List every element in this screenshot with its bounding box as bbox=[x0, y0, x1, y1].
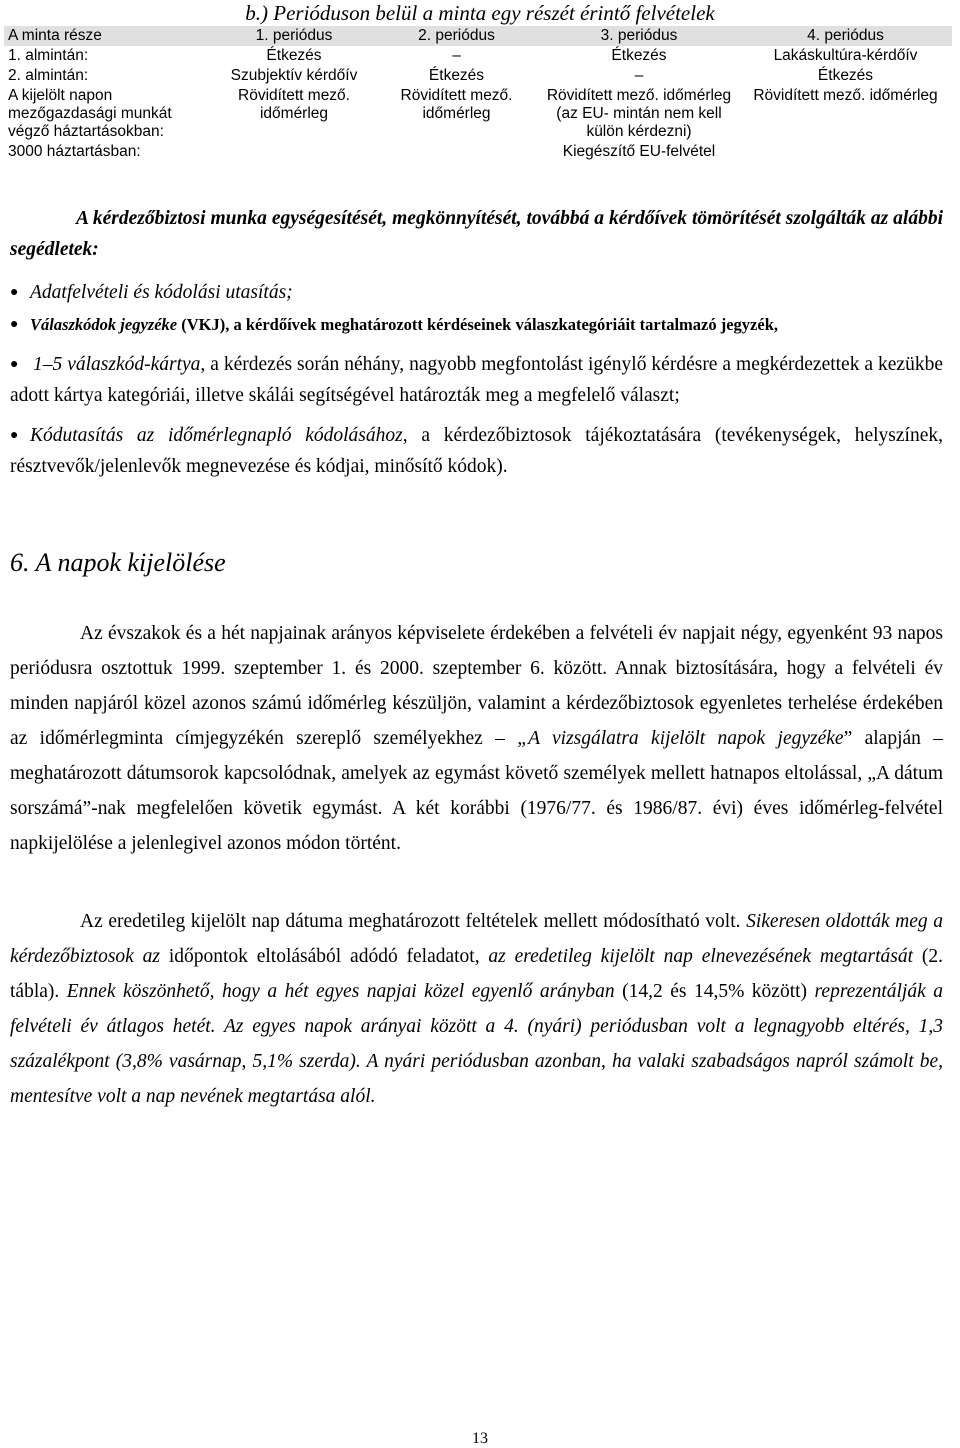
intro-block bbox=[10, 203, 943, 265]
list-item bbox=[10, 349, 943, 411]
list-item-term: 1–5 válaszkód-kártya, bbox=[33, 354, 206, 375]
paragraph-text: időpontok eltolásából adódó feladatot, bbox=[160, 946, 480, 967]
paragraph-emphasis: „A vizsgálatra kijelölt napok jegyzéke bbox=[517, 728, 844, 749]
paragraph-emphasis: Sikeresen oldották meg a kérdezőbiztosok az bbox=[10, 911, 944, 967]
bullet-icon: ● bbox=[10, 428, 19, 443]
bullet-icon: ● bbox=[10, 357, 19, 372]
paragraph-block-1 bbox=[10, 616, 943, 861]
table-cell: Étkezés bbox=[539, 46, 739, 66]
section-number: 6. bbox=[10, 548, 30, 577]
table-cell: Étkezés bbox=[739, 66, 952, 86]
table-cell: 3000 háztartásban: bbox=[4, 142, 539, 162]
list-item-term: Kódutasítás az időmérlegnapló kódolásához bbox=[30, 425, 403, 446]
table-cell bbox=[739, 142, 952, 162]
list-item-text: Adatfelvételi és kódolási utasítás; bbox=[30, 282, 293, 303]
table-cell: 1. almintán: bbox=[4, 46, 214, 66]
table-row bbox=[4, 86, 952, 142]
bullet-list bbox=[10, 278, 943, 482]
table-row bbox=[4, 66, 952, 86]
table-cell: Étkezés bbox=[374, 66, 539, 86]
paragraph-text: ” alapján – meghatározott dátumsorok kapcsolódnak, amelyek az egymást követő személyek mellett hatnapos eltolással, „A dátum sorszámá”-nak megfelelően követik egymást. A két korábbi (1976/77. és 1986/87. évi) éves időmérleg-felvétel napkijelölése a jelenlegivel azonos módon történt. bbox=[10, 728, 943, 854]
table-header-row bbox=[4, 26, 952, 46]
header-cell: 4. periódus bbox=[739, 26, 952, 46]
table-cell: 2. almintán: bbox=[4, 66, 214, 86]
header-cell: 1. periódus bbox=[214, 26, 374, 46]
table-cell: Rövidített mező. időmérleg (az EU- mintán nem kell külön kérdezni) bbox=[539, 86, 739, 142]
table-title: b.) Perióduson belül a minta egy részét érintő felvételek bbox=[245, 1, 715, 25]
header-cell: 2. periódus bbox=[374, 26, 539, 46]
list-item-text: , a kérdezőbiztosok tájékoztatására (tevékenységek, helyszínek, résztvevők/jelenlevők megnevezése és kódjai, minősítő kódok). bbox=[10, 425, 943, 477]
list-item bbox=[10, 420, 943, 482]
intro-text: A kérdezőbiztosi munka egységesítését, megkönnyítését, továbbá a kérdőívek tömörítését szolgálták az alábbi segédletek: bbox=[10, 208, 943, 260]
section-heading bbox=[10, 548, 226, 578]
table-row bbox=[4, 46, 952, 66]
table-cell: – bbox=[539, 66, 739, 86]
table-cell: A kijelölt napon mezőgazdasági munkát végző háztartásokban: bbox=[4, 86, 214, 142]
paragraph-text: Az évszakok és a hét napjainak arányos képviselete érdekében a felvételi év napjait négy, egyenként 93 napos periódusra osztottuk 1999. szeptember 1. és 2000. szeptember 6. között. Annak biztosítására, hogy a felvételi év minden napjáról közel azonos számú időmérleg készüljön, valamint a kérdezőbiztosok egyenletes terhelése érdekében az időmérlegminta címjegyzékén szereplő személyekhez – bbox=[10, 623, 943, 749]
period-table bbox=[4, 26, 952, 162]
paragraph-emphasis: Ennek köszönhető, hogy a hét egyes napjai közel egyenlő arányban bbox=[59, 981, 615, 1002]
bullet-icon: ● bbox=[10, 317, 19, 332]
table-cell: Rövidített mező. időmérleg bbox=[214, 86, 374, 142]
table-cell: – bbox=[374, 46, 539, 66]
list-item-term: Válaszkódok jegyzéke bbox=[30, 315, 178, 334]
paragraph bbox=[10, 616, 943, 861]
intro-paragraph bbox=[10, 203, 943, 265]
table-cell: Lakáskultúra-kérdőív bbox=[739, 46, 952, 66]
list-item-text: (VKJ), a kérdőívek meghatározott kérdéseinek válaszkategóriáit tartalmazó jegyzék, bbox=[177, 315, 779, 334]
paragraph-block-2 bbox=[10, 904, 943, 1114]
bullet-icon: ● bbox=[10, 285, 19, 300]
table-cell: Szubjektív kérdőív bbox=[214, 66, 374, 86]
table-cell: Étkezés bbox=[214, 46, 374, 66]
paragraph-emphasis: reprezentálják a felvételi év átlagos hetét. Az egyes napok arányai között a 4. (nyári) periódusban volt a legnagyobb eltérés, 1,3 százalékpont (3,8% vasárnap, 5,1% szerda). A nyári periódusban azonban, ha valaki szabadságos napról számolt be, mentesítve volt a nap nevének megtartása alól. bbox=[10, 981, 943, 1107]
list-item bbox=[10, 278, 943, 307]
table-row bbox=[4, 142, 952, 162]
table-cell: Kiegészítő EU-felvétel bbox=[539, 142, 739, 162]
paragraph bbox=[10, 904, 943, 1114]
header-cell: 3. periódus bbox=[539, 26, 739, 46]
paragraph-text: (14,2 és 14,5% között) bbox=[614, 981, 808, 1002]
page-number: 13 bbox=[472, 1430, 488, 1447]
paragraph-text: (2. tábla). bbox=[10, 946, 943, 1002]
paragraph-text: Az eredetileg kijelölt nap dátuma meghatározott feltételek mellett módosítható volt. bbox=[80, 911, 741, 932]
paragraph-emphasis: az eredetileg kijelölt nap elnevezésének megtartását bbox=[479, 946, 914, 967]
section-title: A napok kijelölése bbox=[35, 548, 226, 577]
header-cell: A minta része bbox=[4, 26, 214, 46]
table-cell: Rövidített mező. időmérleg bbox=[374, 86, 539, 142]
table-cell: Rövidített mező. időmérleg bbox=[739, 86, 952, 142]
list-item bbox=[10, 310, 943, 339]
list-item-text: a kérdezés során néhány, nagyobb megfontolást igénylő kérdésre a megkérdezettek a kezükbe adott kártya kategóriái, illetve skálái segítségével határozták meg a megfelelő választ; bbox=[10, 354, 943, 406]
